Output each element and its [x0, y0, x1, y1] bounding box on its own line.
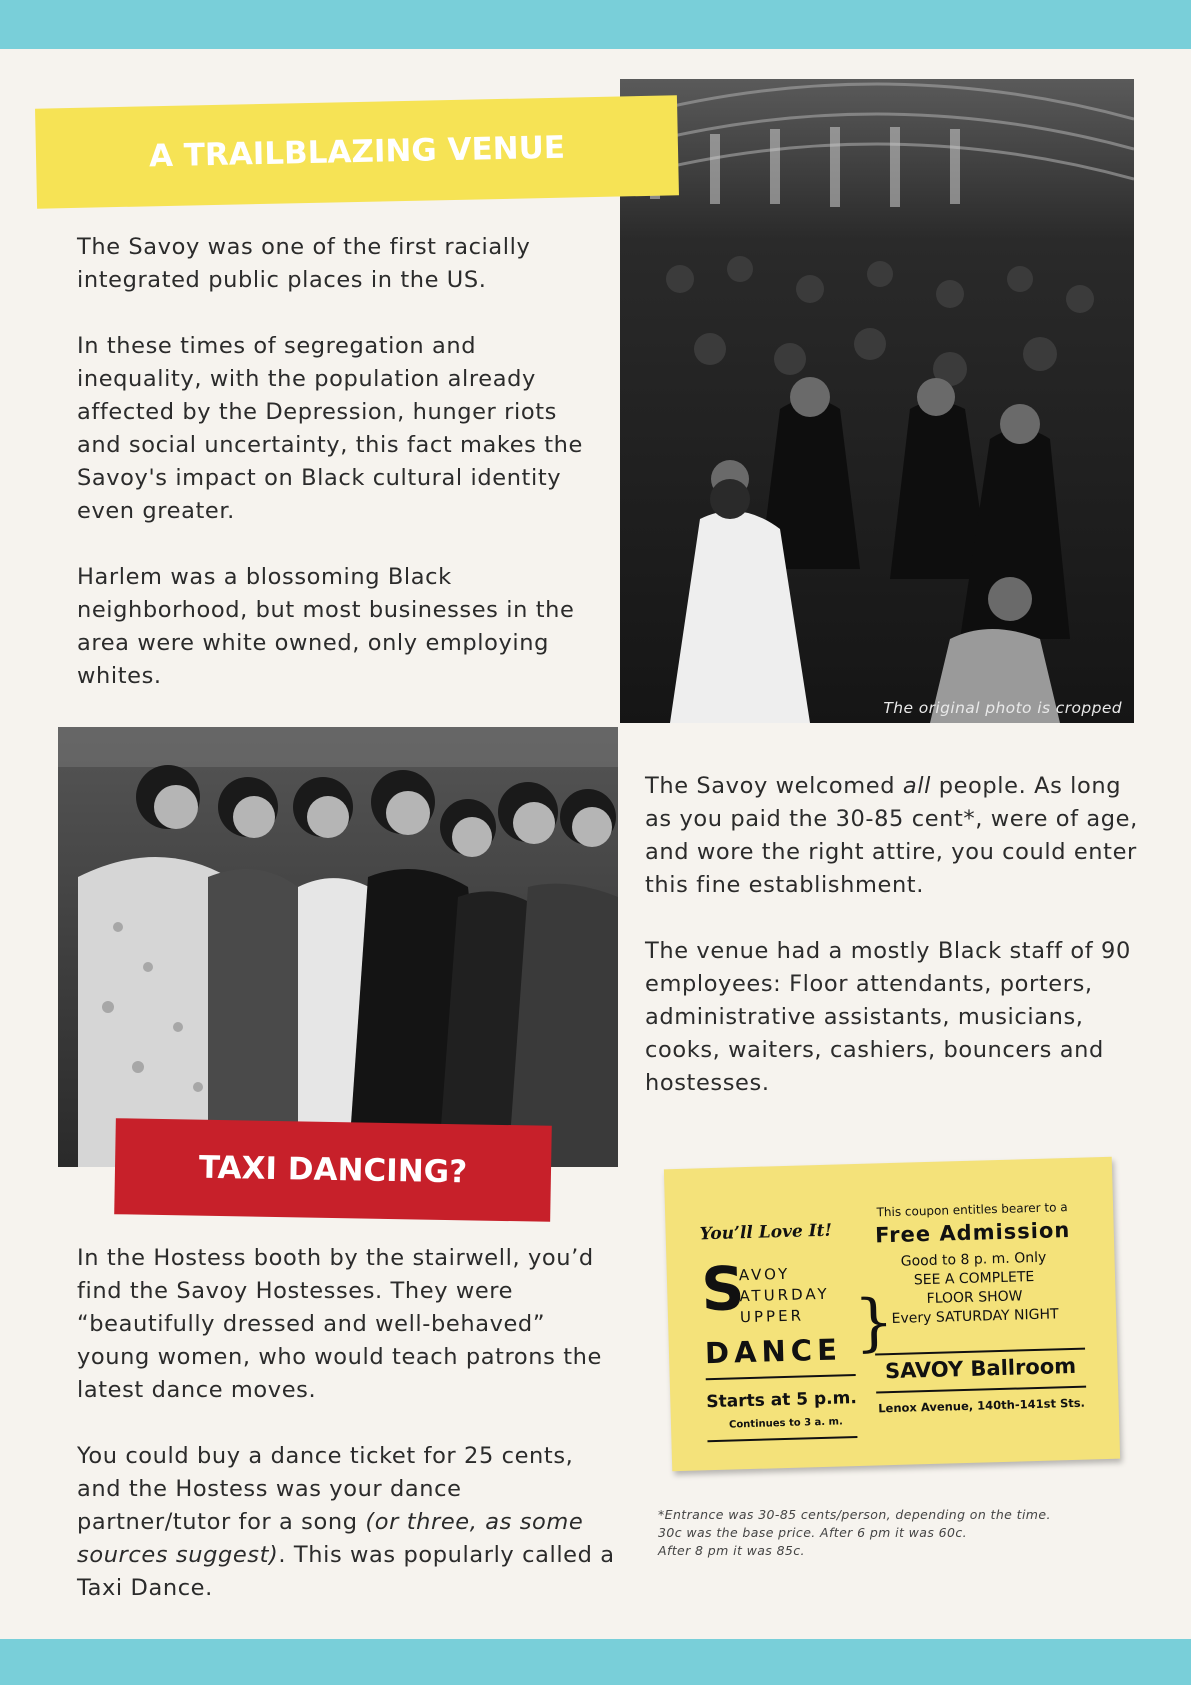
paragraph — [77, 1440, 617, 1605]
ticket-ballroom: SAVOY Ballroom — [884, 1353, 1077, 1384]
welcome-text — [645, 770, 1145, 1100]
footnote-line: *Entrance was 30-85 cents/person, depending on the time. — [658, 1507, 1051, 1522]
divider — [706, 1374, 856, 1380]
divider — [876, 1386, 1086, 1394]
photo-caption: The original photo is cropped — [883, 699, 1122, 717]
ticket-line: Every SATURDAY NIGHT — [891, 1306, 1059, 1328]
savoy-ticket — [664, 1157, 1120, 1471]
ticket-line: FLOOR SHOW — [926, 1288, 1023, 1308]
paragraph: In these times of segregation and inequality, with the population already affected by the Depression, hunger riots and social uncertainty, this fact makes the Savoy's impact on Black cultural identity even greater. — [77, 333, 583, 524]
paragraph: Harlem was a blossoming Black neighborhood, but most businesses in the area were white owned, only employing whites. — [77, 564, 575, 689]
ticket-line: Good to 8 p. m. Only — [900, 1249, 1047, 1270]
ticket-start-time: Starts at 5 p.m. — [706, 1388, 858, 1413]
ticket-slogan: You’ll Love It! — [699, 1220, 833, 1245]
footnote — [658, 1506, 1128, 1560]
text-run: . This was popularly called a Taxi Dance. — [77, 1542, 615, 1601]
ticket-terms — [864, 1248, 1084, 1330]
paragraph: The Savoy was one of the first racially integrated public places in the US. — [77, 234, 531, 293]
section-title: TAXI DANCING? — [198, 1149, 468, 1191]
ticket-acronym — [739, 1263, 831, 1328]
ticket-dance: DANCE — [704, 1332, 843, 1371]
text-run: You could buy a dance ticket for 25 cents, and the Hostess was your dance partner/tutor for a song — [77, 1443, 574, 1535]
ballroom-photo — [620, 79, 1134, 723]
section-title: A TRAILBLAZING VENUE — [148, 129, 566, 175]
bottom-band — [0, 1639, 1191, 1685]
paragraph: The venue had a mostly Black staff of 90 employees: Floor attendants, porters, administrative assistants, musicians, cooks, waiters, cashiers, bouncers and hostesses. — [645, 938, 1131, 1096]
ticket-line: ATURDAY — [739, 1284, 830, 1306]
ticket-address: Lenox Avenue, 140th-141st Sts. — [878, 1395, 1086, 1416]
ticket-line: UPPER — [739, 1306, 805, 1327]
text-run: The Savoy welcomed — [645, 773, 903, 799]
hostesses-photo — [58, 727, 618, 1167]
ticket-line: SEE A COMPLETE — [913, 1269, 1035, 1289]
divider — [707, 1436, 857, 1442]
brace-glyph: } — [853, 1284, 895, 1360]
ticket-admission — [863, 1200, 1084, 1330]
emphasis: all — [902, 773, 931, 799]
intro-text — [77, 231, 607, 693]
taxi-dancing-text — [77, 1242, 617, 1605]
paragraph: In the Hostess booth by the stairwell, you’d find the Savoy Hostesses. They were “beautifully dressed and well-behaved” young women, who would teach patrons the latest dance moves. — [77, 1245, 602, 1403]
ticket-entitles: This coupon entitles bearer to a — [876, 1200, 1068, 1220]
ticket-end-time: Continues to 3 a. m. — [728, 1416, 843, 1431]
trailblazing-venue-banner — [35, 95, 679, 208]
paragraph — [645, 770, 1145, 902]
top-band — [0, 0, 1191, 49]
ticket-line: AVOY — [738, 1264, 791, 1285]
text-run: people. As long as you paid the 30-85 cent*, were of age, and wore the right attire, you could enter this fine establishment. — [645, 773, 1138, 898]
emphasis: (or three, as some sources suggest) — [77, 1509, 584, 1568]
footnote-line: After 8 pm it was 85c. — [658, 1543, 805, 1558]
ticket-initial: S — [700, 1254, 746, 1326]
ticket-free-admission: Free Admission — [874, 1217, 1071, 1248]
taxi-dancing-banner — [114, 1118, 552, 1222]
footnote-line: 30c was the base price. After 6 pm it was 60c. — [658, 1525, 967, 1540]
